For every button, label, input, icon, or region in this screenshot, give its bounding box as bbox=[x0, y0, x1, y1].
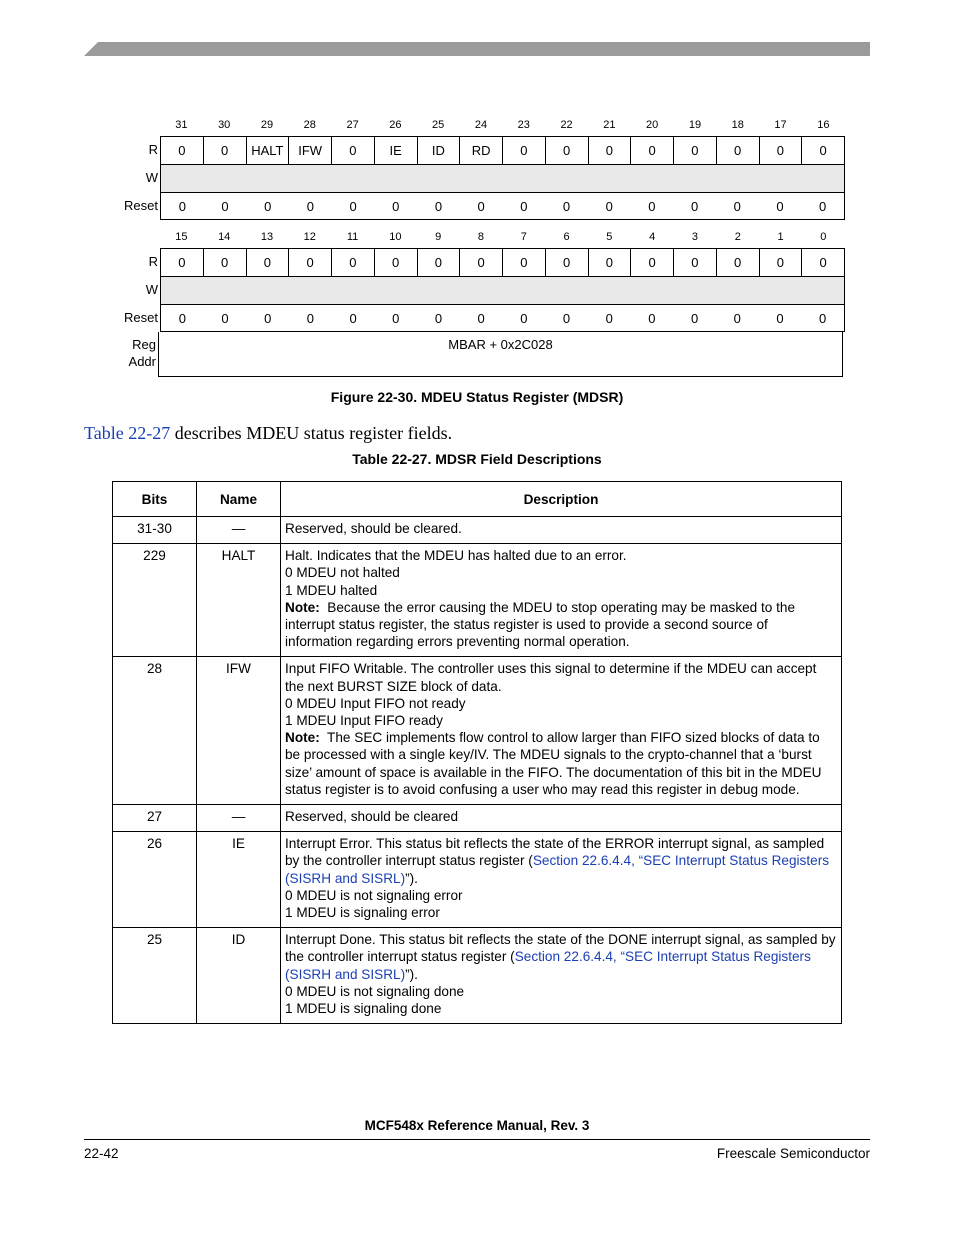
description-text: Interrupt Error. This status bit reflects the state of the ERROR interrupt signal, as sampled by the controller interrupt status register ( bbox=[285, 836, 825, 869]
bit-number: 11 bbox=[346, 231, 359, 243]
bits-cell: 25 bbox=[113, 928, 197, 1024]
read-cell: 0 bbox=[674, 137, 717, 164]
reset-cell: 0 bbox=[178, 311, 186, 326]
row-label-w: W bbox=[145, 282, 158, 297]
description-text: ”). bbox=[405, 966, 418, 982]
reset-cell: 0 bbox=[562, 199, 571, 214]
read-cell: 0 bbox=[289, 249, 332, 276]
description-cell bbox=[281, 657, 842, 805]
bits-cell: 229 bbox=[113, 544, 197, 657]
table-row bbox=[113, 832, 842, 928]
reset-cell: 0 bbox=[520, 311, 528, 326]
reset-cell: 0 bbox=[221, 199, 229, 214]
row-label-reset: Reset bbox=[124, 198, 158, 213]
bit-number: 12 bbox=[303, 231, 316, 243]
bits-cell: 28 bbox=[113, 657, 197, 805]
read-cell: IE bbox=[375, 137, 418, 164]
bit-number: 31 bbox=[175, 119, 188, 131]
read-cell: ID bbox=[418, 137, 461, 164]
reset-cell: 0 bbox=[605, 311, 613, 326]
row-label-reset: Reset bbox=[124, 310, 158, 325]
header-name: Name bbox=[197, 482, 281, 517]
read-cell: 0 bbox=[546, 249, 589, 276]
row-label-reg: Reg bbox=[132, 337, 156, 352]
read-cell: 0 bbox=[503, 137, 546, 164]
bit-number: 25 bbox=[432, 119, 445, 131]
description-line: Reserved, should be cleared bbox=[285, 809, 459, 825]
bit-number: 15 bbox=[175, 231, 188, 243]
reset-cell: 0 bbox=[776, 311, 784, 326]
table-row bbox=[113, 544, 842, 657]
read-cell: 0 bbox=[332, 137, 375, 164]
bit-number: 29 bbox=[260, 119, 274, 131]
bit-number: 23 bbox=[517, 119, 530, 131]
name-cell: IE bbox=[197, 832, 281, 928]
bit-number: 1 bbox=[777, 231, 784, 243]
read-cell: HALT bbox=[247, 137, 290, 164]
reset-cell: 0 bbox=[349, 199, 357, 214]
description-text: ”). bbox=[405, 870, 418, 886]
footer-divider bbox=[84, 1139, 870, 1140]
read-cell: 0 bbox=[204, 137, 247, 164]
reset-cell: 0 bbox=[392, 311, 400, 326]
description-line: 0 MDEU not halted bbox=[285, 565, 400, 581]
table-caption: Table 22-27. MDSR Field Descriptions bbox=[352, 451, 602, 467]
read-cell: 0 bbox=[631, 249, 674, 276]
table-cross-reference-link[interactable]: Table 22-27 bbox=[84, 423, 171, 443]
field-descriptions-table bbox=[112, 481, 842, 1024]
note bbox=[285, 599, 837, 651]
name-cell: — bbox=[197, 517, 281, 544]
reset-cell: 0 bbox=[562, 311, 571, 326]
read-cell: 0 bbox=[589, 137, 632, 164]
reset-cell: 0 bbox=[178, 199, 186, 214]
table-row bbox=[113, 805, 842, 832]
note-label: Note: bbox=[285, 730, 320, 746]
header-description: Description bbox=[281, 482, 842, 517]
read-cell: 0 bbox=[717, 249, 760, 276]
description-cell bbox=[281, 517, 842, 544]
register-upper-half bbox=[116, 114, 846, 220]
bit-number: 21 bbox=[603, 119, 616, 131]
table-row bbox=[113, 517, 842, 544]
reset-cell: 0 bbox=[306, 199, 315, 214]
reset-cell: 0 bbox=[819, 311, 827, 326]
description-line: 1 MDEU is signaling error bbox=[285, 905, 440, 921]
bit-number: 7 bbox=[520, 231, 527, 243]
read-cell: 0 bbox=[819, 255, 827, 270]
description-text: Interrupt Done. This status bit reflects the state of the DONE interrupt signal, as sampled by the controller interrupt status register ( bbox=[285, 932, 836, 965]
note bbox=[285, 729, 837, 798]
bit-numbers-upper bbox=[116, 114, 846, 136]
read-cell: 0 bbox=[247, 249, 290, 276]
read-cell: 0 bbox=[819, 143, 827, 158]
bit-number: 0 bbox=[820, 231, 827, 243]
read-cell: 0 bbox=[503, 249, 546, 276]
bits-cell: 27 bbox=[113, 805, 197, 832]
bit-number: 17 bbox=[774, 119, 787, 131]
description-line: Input FIFO Writable. The controller uses this signal to determine if the MDEU can accept the next BURST SIZE block of data. bbox=[285, 661, 817, 694]
bit-number: 30 bbox=[218, 119, 231, 131]
read-cell: 0 bbox=[460, 249, 503, 276]
bits-cell: 31-30 bbox=[113, 517, 197, 544]
row-label-reg-addr bbox=[116, 332, 158, 377]
name-cell: IFW bbox=[197, 657, 281, 805]
read-cell: 0 bbox=[161, 137, 204, 164]
read-cell: 0 bbox=[418, 249, 461, 276]
write-row-lower bbox=[116, 276, 846, 304]
read-row-upper bbox=[116, 136, 846, 164]
read-cell: 0 bbox=[760, 249, 803, 276]
bit-number: 18 bbox=[731, 119, 744, 131]
description-line: 0 MDEU is not signaling error bbox=[285, 887, 463, 903]
reset-row-upper bbox=[116, 192, 846, 220]
read-cell: 0 bbox=[760, 137, 803, 164]
reset-row-lower bbox=[116, 304, 846, 332]
bit-number: 10 bbox=[389, 231, 402, 243]
reset-cell: 0 bbox=[264, 311, 272, 326]
read-cell: 0 bbox=[631, 137, 674, 164]
reset-cell: 0 bbox=[434, 199, 443, 214]
row-label-r: R bbox=[148, 254, 158, 269]
reset-cell: 0 bbox=[520, 199, 528, 214]
row-label-w: W bbox=[145, 170, 158, 185]
read-cell: 0 bbox=[375, 249, 418, 276]
table-row bbox=[113, 928, 842, 1024]
bit-number: 27 bbox=[346, 119, 359, 131]
write-row-shaded bbox=[160, 276, 845, 304]
description-line: 1 MDEU Input FIFO ready bbox=[285, 713, 443, 729]
read-cell: 0 bbox=[589, 249, 632, 276]
reset-cell: 0 bbox=[648, 199, 656, 214]
reset-cell: 0 bbox=[434, 311, 443, 326]
bit-number: 6 bbox=[563, 231, 570, 243]
reg-addr-row bbox=[116, 332, 846, 377]
row-label-r: R bbox=[148, 142, 158, 157]
footer-page-number: 22-42 bbox=[84, 1146, 119, 1161]
bit-number: 3 bbox=[691, 231, 699, 243]
reset-cell: 0 bbox=[776, 199, 784, 214]
read-cell: IFW bbox=[289, 137, 332, 164]
bit-number: 4 bbox=[649, 231, 656, 243]
name-cell: HALT bbox=[197, 544, 281, 657]
reset-cell: 0 bbox=[477, 199, 485, 214]
note-text: Because the error causing the MDEU to stop operating may be masked to the interrupt status register, the status register is used to provide a second source of information regarding errors preventing normal operation. bbox=[285, 599, 799, 650]
bit-numbers-lower bbox=[116, 226, 846, 248]
read-cell: 0 bbox=[546, 137, 589, 164]
bit-number: 19 bbox=[688, 119, 702, 131]
bit-number: 8 bbox=[477, 231, 485, 243]
footer-manual-title: MCF548x Reference Manual, Rev. 3 bbox=[364, 1118, 590, 1133]
note-text: The SEC implements flow control to allow larger than FIFO sized blocks of data to be processed with a single key/IV. The MDEU signals to the crypto-channel that a ‘burst size’ amount of space is available in the FIFO. The documentation of this bit in the MDEU status register is to avoid confusing a user who may read this register in debug mode. bbox=[285, 730, 826, 797]
reset-cell: 0 bbox=[605, 199, 613, 214]
register-lower-half bbox=[116, 226, 846, 377]
description-line: Halt. Indicates that the MDEU has halted due to an error. bbox=[285, 548, 627, 564]
footer-company: Freescale Semiconductor bbox=[716, 1146, 870, 1161]
description-cell bbox=[281, 832, 842, 928]
read-cell: RD bbox=[460, 137, 503, 164]
description-intro bbox=[285, 931, 837, 983]
read-cell: 0 bbox=[674, 249, 717, 276]
name-cell: — bbox=[197, 805, 281, 832]
reset-cell: 0 bbox=[349, 311, 357, 326]
read-cell: 0 bbox=[332, 249, 375, 276]
reset-cell: 0 bbox=[690, 199, 699, 214]
description-cell bbox=[281, 928, 842, 1024]
bit-number: 13 bbox=[260, 231, 274, 243]
description-line: 1 MDEU halted bbox=[285, 582, 378, 598]
description-line: 0 MDEU Input FIFO not ready bbox=[285, 695, 466, 711]
reset-cell: 0 bbox=[648, 311, 656, 326]
description-intro bbox=[285, 835, 837, 887]
reset-cell: 0 bbox=[221, 311, 229, 326]
description-cell bbox=[281, 544, 842, 657]
name-cell: ID bbox=[197, 928, 281, 1024]
reset-cell: 0 bbox=[819, 199, 827, 214]
read-cell: 0 bbox=[161, 249, 204, 276]
row-label-addr: Addr bbox=[128, 354, 156, 369]
section-cross-reference-link[interactable]: Section 22.6.4.4, “SEC Interrupt Status Registers (SISRH and SISRL) bbox=[285, 853, 830, 886]
section-cross-reference-link[interactable]: Section 22.6.4.4, “SEC Interrupt Status Registers (SISRH and SISRL) bbox=[285, 949, 811, 982]
reset-cell: 0 bbox=[392, 199, 400, 214]
write-row-upper bbox=[116, 164, 846, 192]
reset-cell: 0 bbox=[306, 311, 315, 326]
bit-number: 16 bbox=[817, 119, 830, 131]
reset-cell: 0 bbox=[477, 311, 485, 326]
figure-caption: Figure 22-30. MDEU Status Register (MDSR) bbox=[330, 389, 624, 405]
reset-cell: 0 bbox=[690, 311, 699, 326]
reset-cell: 0 bbox=[264, 199, 272, 214]
read-cell: 0 bbox=[204, 249, 247, 276]
description-cell bbox=[281, 805, 842, 832]
header-decoration-bar bbox=[84, 42, 870, 56]
bits-cell: 26 bbox=[113, 832, 197, 928]
write-row-shaded bbox=[160, 164, 845, 192]
description-line: Reserved, should be cleared. bbox=[285, 521, 462, 536]
bit-number: 24 bbox=[474, 119, 488, 131]
read-row-lower bbox=[116, 248, 846, 276]
intro-text: describes MDEU status register fields. bbox=[170, 423, 453, 443]
reset-cell: 0 bbox=[733, 199, 741, 214]
bit-number: 22 bbox=[560, 119, 573, 131]
description-line: 1 MDEU is signaling done bbox=[285, 1001, 442, 1017]
bit-number: 26 bbox=[389, 119, 402, 131]
bit-number: 9 bbox=[435, 231, 442, 243]
description-line: 0 MDEU is not signaling done bbox=[285, 983, 465, 999]
header-bits: Bits bbox=[113, 482, 197, 517]
bit-number: 2 bbox=[734, 231, 741, 243]
reg-addr-value: MBAR + 0x2C028 bbox=[158, 332, 843, 377]
bit-number: 5 bbox=[606, 231, 613, 243]
read-cell: 0 bbox=[717, 137, 760, 164]
reset-cell: 0 bbox=[733, 311, 741, 326]
intro-paragraph bbox=[84, 423, 452, 444]
table-row bbox=[113, 657, 842, 805]
bit-number: 20 bbox=[646, 119, 659, 131]
table-header-row bbox=[113, 482, 842, 517]
note-label: Note: bbox=[285, 599, 320, 615]
bit-number: 14 bbox=[218, 231, 231, 243]
bit-number: 28 bbox=[303, 119, 316, 131]
